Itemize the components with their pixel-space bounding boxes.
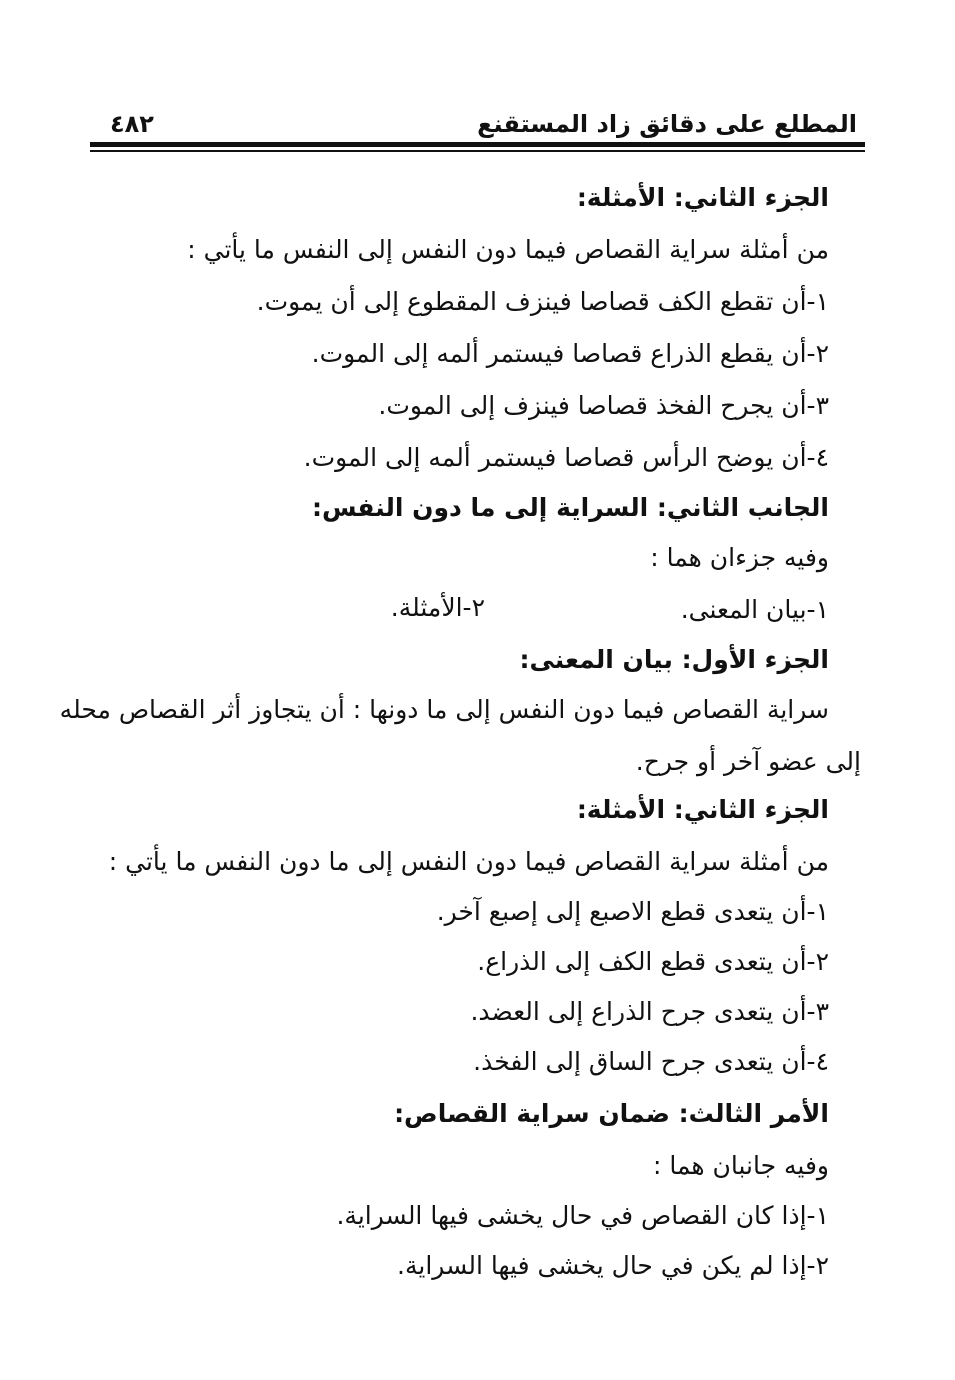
paragraph-line: سراية القصاص فيما دون النفس إلى ما دونها : أن يتجاوز أثر القصاص محله bbox=[59, 695, 829, 724]
book-title: المطلع على دقائق زاد المستقنع bbox=[477, 110, 857, 138]
list-item: ٢-أن يتعدى قطع الكف إلى الذراع. bbox=[477, 947, 829, 976]
section-heading: الجزء الأول: بيان المعنى: bbox=[519, 645, 829, 674]
list-item: ٢-أن يقطع الذراع قصاصا فيستمر ألمه إلى الموت. bbox=[311, 339, 829, 368]
header-rule-thin bbox=[90, 150, 865, 152]
section-heading: الجانب الثاني: السراية إلى ما دون النفس: bbox=[311, 493, 829, 522]
list-item: ٢-الأمثلة. bbox=[390, 593, 485, 622]
page-header bbox=[90, 100, 865, 148]
list-item: ٢-إذا لم يكن في حال يخشى فيها السراية. bbox=[397, 1251, 829, 1280]
paragraph-line: من أمثلة سراية القصاص فيما دون النفس إلى النفس ما يأتي : bbox=[187, 235, 829, 264]
page-number: ٤٨٢ bbox=[110, 110, 154, 138]
paragraph-line: وفيه جانبان هما : bbox=[652, 1151, 829, 1180]
list-item: ١-أن يتعدى قطع الاصبع إلى إصبع آخر. bbox=[436, 897, 829, 926]
list-item: ٤-أن يوضح الرأس قصاصا فيستمر ألمه إلى الموت. bbox=[303, 443, 829, 472]
list-item: ١-أن تقطع الكف قصاصا فينزف المقطوع إلى أن يموت. bbox=[256, 287, 829, 316]
header-rule-thick bbox=[90, 142, 865, 147]
list-item: ٤-أن يتعدى جرح الساق إلى الفخذ. bbox=[473, 1047, 829, 1076]
list-item: ٣-أن يجرح الفخذ قصاصا فينزف إلى الموت. bbox=[378, 391, 829, 420]
section-heading: الجزء الثاني: الأمثلة: bbox=[576, 183, 829, 212]
list-item: ٣-أن يتعدى جرح الذراع إلى العضد. bbox=[470, 997, 829, 1026]
list-item: ١-بيان المعنى. bbox=[680, 595, 829, 624]
section-heading: الأمر الثالث: ضمان سراية القصاص: bbox=[394, 1099, 829, 1128]
list-item: ١-إذا كان القصاص في حال يخشى فيها السراية. bbox=[336, 1201, 829, 1230]
paragraph-line: إلى عضو آخر أو جرح. bbox=[635, 747, 861, 776]
section-heading: الجزء الثاني: الأمثلة: bbox=[576, 795, 829, 824]
paragraph-line: وفيه جزءان هما : bbox=[650, 543, 829, 572]
paragraph-line: من أمثلة سراية القصاص فيما دون النفس إلى ما دون النفس ما يأتي : bbox=[108, 847, 829, 876]
